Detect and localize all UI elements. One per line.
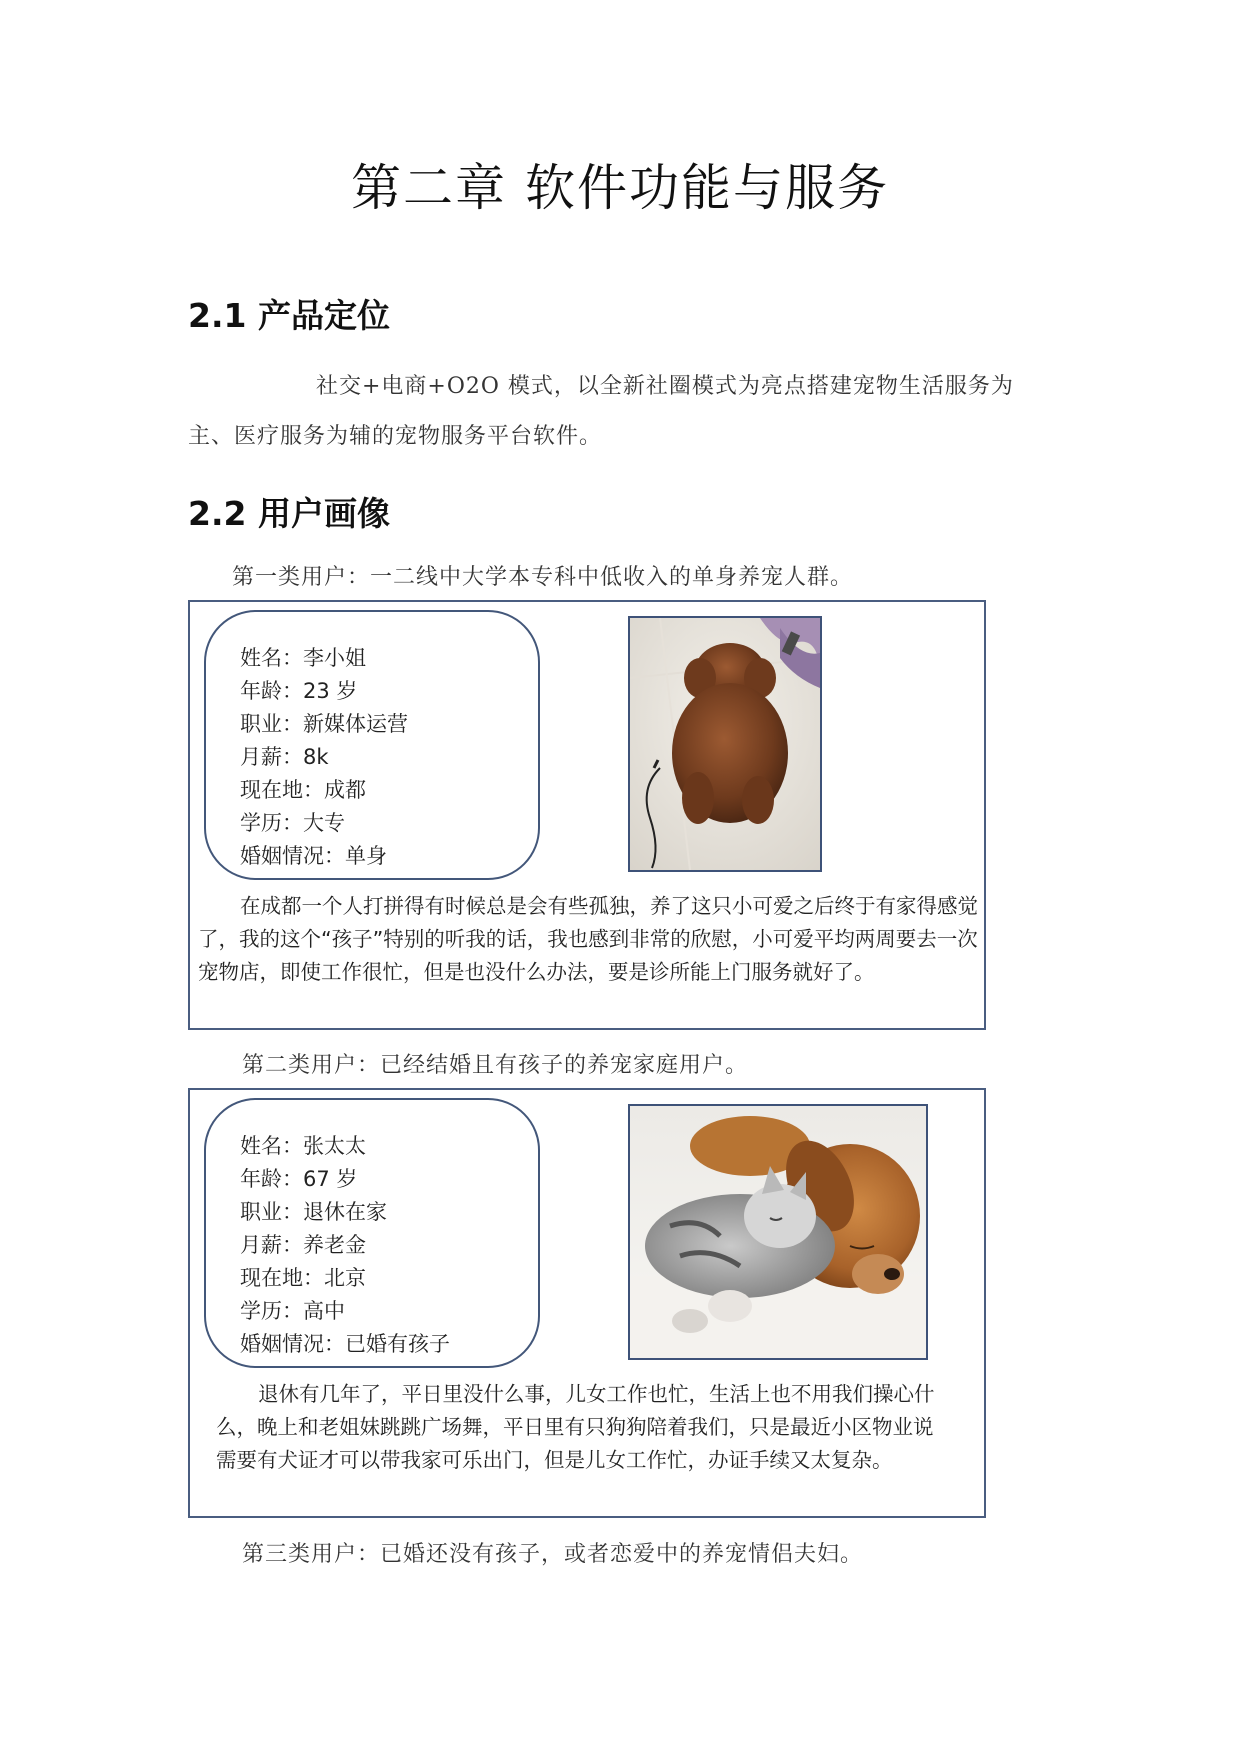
product-positioning-text: 社交+电商+O2O 模式，以全新社圈模式为亮点搭建宠物生活服务为主、医疗服务为辅的宠物服务平台软件。	[188, 374, 1014, 449]
section-heading-user-persona: 2.2 用户画像	[188, 494, 390, 533]
profile-marital-status: 婚姻情况：已婚有孩子	[240, 1332, 450, 1356]
profile-name: 姓名：张太太	[240, 1134, 366, 1158]
user-type-3-intro: 第三类用户：已婚还没有孩子，或者恋爱中的养宠情侣夫妇。	[242, 1542, 864, 1567]
user-story-text: 退休有几年了，平日里没什么事，儿女工作也忙，生活上也不用我们操心什么，晚上和老姐妹跳跳广场舞，平日里有只狗狗陪着我们，只是最近小区物业说需要有犬证才可以带我家可乐出门，但是儿女工作忙，办证手续又太复杂。	[216, 1382, 935, 1472]
user-type-2-intro: 第二类用户：已经结婚且有孩子的养宠家庭用户。	[242, 1053, 749, 1078]
user-persona-card-1	[188, 600, 986, 1030]
profile-location: 现在地：成都	[240, 778, 366, 802]
user-story-text: 在成都一个人打拼得有时候总是会有些孤独，养了这只小可爱之后终于有家得感觉了，我的这个“孩子”特别的听我的话，我也感到非常的欣慰，小可爱平均两周要去一次宠物店，即使工作很忙，但是也没什么办法，要是诊所能上门服务就好了。	[198, 894, 978, 984]
profile-age: 年龄：67 岁	[240, 1167, 358, 1191]
section-heading-product-positioning: 2.1 产品定位	[188, 296, 390, 335]
profile-box	[204, 1098, 540, 1368]
profile-box	[204, 610, 540, 880]
profile-location: 现在地：北京	[240, 1266, 366, 1290]
chapter-title: 第二章 软件功能与服务	[351, 159, 889, 217]
pet-photo-kitten-and-puppy	[628, 1104, 928, 1360]
pet-photo-poodle	[628, 616, 822, 872]
profile-salary: 月薪：8k	[240, 745, 329, 769]
profile-age: 年龄：23 岁	[240, 679, 358, 703]
profile-salary: 月薪：养老金	[240, 1233, 366, 1257]
user-persona-card-2	[188, 1088, 986, 1518]
profile-name: 姓名：李小姐	[240, 646, 366, 670]
profile-job: 职业：新媒体运营	[240, 712, 408, 736]
profile-education: 学历：大专	[240, 811, 345, 835]
profile-job: 职业：退休在家	[240, 1200, 387, 1224]
profile-marital-status: 婚姻情况：单身	[240, 844, 387, 868]
user-type-1-intro: 第一类用户：一二线中大学本专科中低收入的单身养宠人群。	[232, 565, 854, 590]
profile-education: 学历：高中	[240, 1299, 345, 1323]
